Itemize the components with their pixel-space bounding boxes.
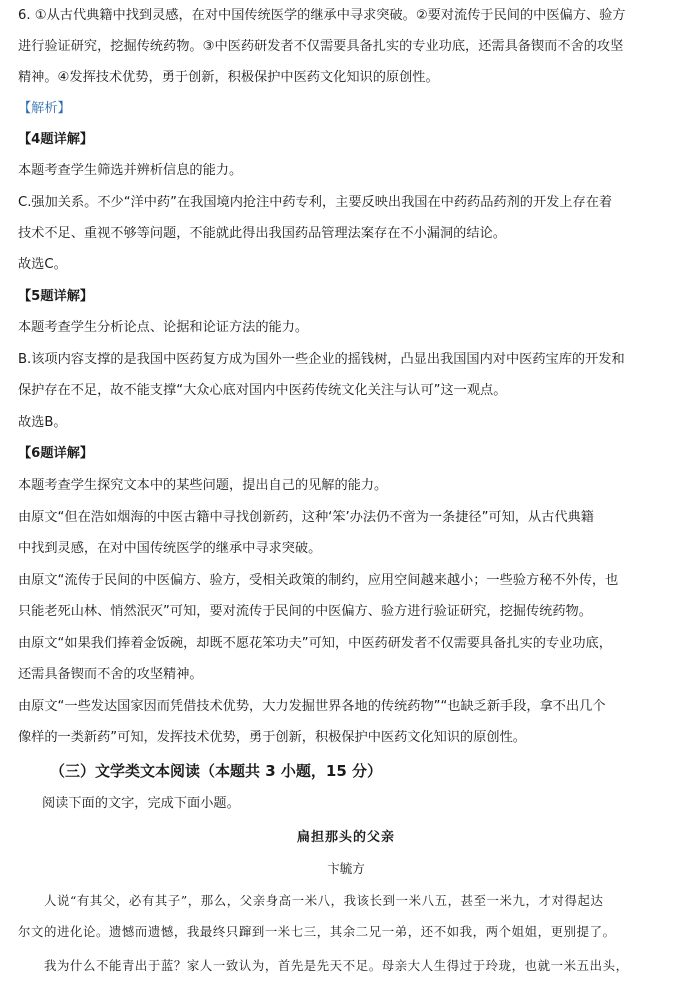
q4-heading: 【4题详解】 — [18, 132, 94, 147]
q6-line-9: 像样的一类新药”可知，发挥技术优势，勇于创新，积极保护中医药文化知识的原创性。 — [18, 730, 526, 745]
story-para-1-line-1: 人说“有其父，必有其子”，那么，父亲身高一米八，我该长到一米八五，甚至一米九，才对得起达 — [44, 893, 604, 908]
answer-6-line-3: 精神。④发挥技术优势，勇于创新，积极保护中医药文化知识的原创性。 — [18, 70, 439, 85]
q6-line-5: 只能老死山林、悄然泯灭”可知，要对流传于民间的中医偏方、验方进行验证研究，挖掘传统药物。 — [18, 604, 592, 619]
q4-line-1: 本题考查学生筛选并辨析信息的能力。 — [18, 163, 243, 178]
story-author: 卞毓方 — [327, 861, 365, 876]
q6-line-1: 本题考查学生探究文本中的某些问题，提出自己的见解的能力。 — [18, 478, 388, 493]
story-title: 扁担那头的父亲 — [296, 830, 395, 845]
q6-line-3: 中找到灵感，在对中国传统医学的继承中寻求突破。 — [18, 541, 322, 556]
answer-6-line-2: 进行验证研究，挖掘传统药物。③中医药研发者不仅需要具备扎实的专业功底，还需具备锲而不舍的攻坚 — [18, 39, 624, 54]
reading-instruction: 阅读下面的文字，完成下面小题。 — [42, 796, 240, 811]
q5-line-3: 保护存在不足，故不能支撑“大众心底对国内中医药传统文化关注与认可”这一观点。 — [18, 383, 507, 398]
section-heading: （三）文学类文本阅读（本题共 3 小题，15 分） — [50, 762, 382, 780]
q6-line-7: 还需具备锲而不舍的攻坚精神。 — [18, 667, 203, 682]
answer-6-line-1: 6. ①从古代典籍中找到灵感，在对中国传统医学的继承中寻求突破。②要对流传于民间的中医偏方、验方 — [18, 8, 626, 23]
q4-answer: 故选C。 — [18, 257, 67, 272]
q6-line-4: 由原文“流传于民间的中医偏方、验方，受相关政策的制约，应用空间越来越小；一些验方秘不外传，也 — [18, 573, 619, 588]
q5-answer: 故选B。 — [18, 415, 67, 430]
q6-line-6: 由原文“如果我们捧着金饭碗，却既不愿花笨功夫”可知，中医药研发者不仅需要具备扎实的专业功底， — [18, 636, 612, 651]
q6-line-2: 由原文“但在浩如烟海的中医古籍中寻找创新药，这种‘笨’办法仍不啻为一条捷径”可知，从古代典籍 — [18, 510, 594, 525]
q6-line-8: 由原文“一些发达国家因而凭借技术优势，大力发掘世界各地的传统药物”“也缺乏新手段，拿不出几个 — [18, 699, 606, 714]
q6-heading: 【6题详解】 — [18, 446, 94, 461]
q5-line-2: B.该项内容支撑的是我国中医药复方成为国外一些企业的摇钱树，凸显出我国国内对中医药宝库的开发和 — [18, 352, 625, 367]
q4-line-3: 技术不足、重视不够等问题，不能就此得出我国药品管理法案存在不小漏洞的结论。 — [18, 226, 506, 241]
q5-heading: 【5题详解】 — [18, 289, 94, 304]
analysis-heading: 【解析】 — [18, 101, 71, 116]
q5-line-1: 本题考查学生分析论点、论据和论证方法的能力。 — [18, 320, 309, 335]
story-para-1-line-2: 尔文的进化论。遗憾而遗憾，我最终只蹿到一米七三，其余二兄一弟，还不如我，两个姐姐，更别提了。 — [18, 924, 616, 939]
q4-line-2: C.强加关系。不少“洋中药”在我国境内抢注中药专利，主要反映出我国在中药药品药剂的开发上存在着 — [18, 195, 613, 210]
story-para-2-line-1: 我为什么不能青出于蓝？家人一致认为，首先是先天不足。母亲大人生得过于玲珑，也就一米五出头， — [44, 958, 629, 973]
